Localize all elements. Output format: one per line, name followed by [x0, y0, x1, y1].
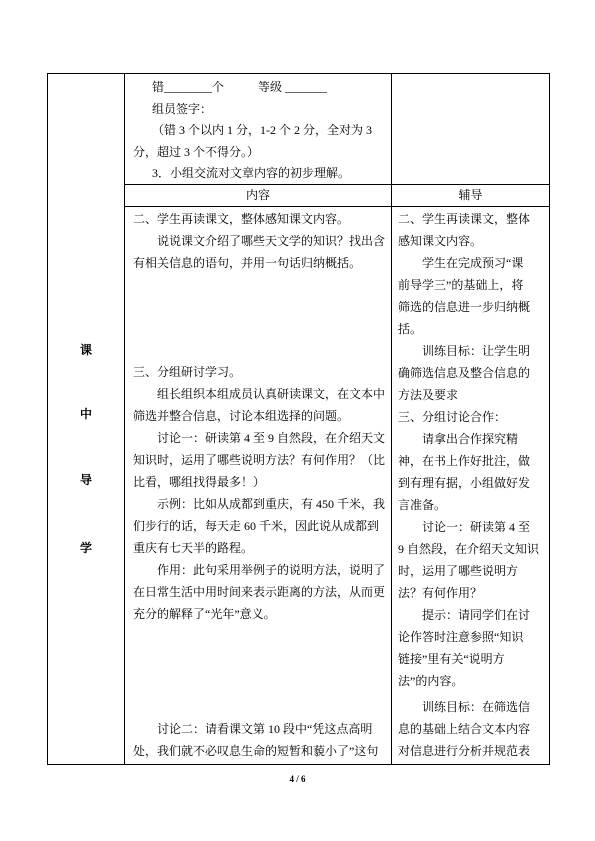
- guide-section2-note: 括。: [398, 322, 423, 336]
- section2-content: [133, 208, 385, 274]
- guidance-header-cell: [391, 184, 549, 206]
- page-number: 4 / 6: [289, 774, 306, 784]
- side-label-char: 学: [79, 541, 92, 555]
- guide-section3-goal: 训练目标：在筛选信: [422, 700, 531, 714]
- discussion2-line: 讨论二：请看课文第 10 段中“凭这点高明: [157, 722, 373, 736]
- guide-hint: 链接”里有关“说明方: [398, 652, 505, 666]
- guide-section2-goal: 训练目标：让学生明: [422, 344, 531, 358]
- example-line: 示例：比如从成都到重庆，有 450 千米，我: [157, 497, 386, 511]
- wrong-count-blank: 错________个: [152, 80, 225, 94]
- guidance-header: 辅导: [458, 188, 483, 202]
- step-three: 3．小组交流对文章内容的初步理解。: [152, 166, 351, 180]
- guide-section3-goal: 对信息进行分析并规范表: [398, 744, 531, 758]
- side-label-char: 中: [79, 407, 92, 421]
- guidance-cell: [391, 206, 549, 764]
- signature-label: 组员签字：: [152, 101, 213, 116]
- section3-heading: 三、分组研讨学习。: [133, 365, 242, 379]
- discussion1-line: 比看，哪组找得最多！）: [133, 475, 266, 489]
- content-header-cell: [124, 184, 391, 206]
- side-label-char: 导: [79, 473, 92, 487]
- guide-section3-goal: 息的基础上结合文本内容: [398, 722, 531, 736]
- guide-section2-goal: 方法及要求: [398, 388, 459, 402]
- guidance-goal2: [398, 696, 530, 762]
- guide-section2-note: 前导学三”的基础上，将: [398, 278, 524, 292]
- section3-content: [133, 361, 385, 625]
- discussion1-line: 知识时，运用了哪些说明方法？有何作用？（比: [133, 453, 386, 467]
- scoring-rule-line: 分，超过 3 个不得分。）: [133, 144, 260, 159]
- lesson-plan-table: [47, 73, 550, 765]
- scoring-guide-cell: [391, 73, 549, 184]
- guide-section3-note: 神，在书上作好批注，做: [398, 454, 531, 468]
- content-header: 内容: [245, 188, 270, 202]
- guide-discussion1: 9 自然段，在介绍天文知识: [398, 542, 540, 556]
- guide-hint: 提示：请同学们在讨: [422, 608, 531, 622]
- guide-section2-goal: 确筛选信息及整合信息的: [398, 366, 531, 380]
- section2-task-line: 有相关信息的语句，并用一句话归纳概括。: [133, 256, 362, 270]
- guide-section3-heading: 三、分组讨论合作：: [398, 410, 507, 424]
- guide-hint: 法”的内容。: [398, 674, 464, 688]
- guide-section3-note: 到有理有据，小组做好发: [398, 476, 531, 490]
- effect-line: 在日常生活中用时间来表示距离的方法，从而更: [133, 585, 386, 599]
- section2-heading: 二、学生再读课文，整体感知课文内容。: [133, 212, 350, 226]
- effect-line: 充分的解释了“光年”意义。: [133, 607, 276, 621]
- example-line: 们步行的话，每天走 60 千米，因此说从成都到: [133, 519, 380, 533]
- guide-section2-note: 筛选的信息进一步归纳概: [398, 300, 531, 314]
- guide-section3-note: 言准备。: [398, 498, 447, 512]
- scoring-text: [133, 77, 372, 185]
- section3-intro-line: 组长组织本组成员认真研读课文，在文本中: [157, 387, 386, 401]
- guide-section3-note: 请拿出合作探究精: [422, 432, 519, 446]
- side-label-char: 课: [79, 343, 92, 357]
- guide-discussion1: 时，运用了哪些说明方: [398, 564, 519, 578]
- discussion1-line: 讨论一：研读第 4 至 9 自然段，在介绍天文: [157, 431, 386, 445]
- grade-blank: 等级 _______: [258, 80, 328, 94]
- score-line: [133, 77, 372, 99]
- guide-hint: 论作答时注意参照“知识: [398, 630, 524, 644]
- guidance-text: [398, 208, 539, 692]
- guide-section2-heading: 二、学生再读课文，整体: [398, 212, 531, 226]
- guide-section2-note: 学生在完成预习“课: [422, 256, 524, 270]
- scoring-cell: [124, 73, 391, 184]
- guide-discussion1: 讨论一：研读第 4 至: [422, 520, 531, 534]
- content-cell: [124, 206, 391, 764]
- scoring-rule-line: （错 3 个以内 1 分，1-2 个 2 分，全对为 3: [152, 123, 372, 137]
- discussion2-content: [133, 718, 378, 762]
- section3-intro-line: 筛选并整合信息，讨论本组选择的问题。: [133, 409, 350, 423]
- side-label-cell: [47, 73, 124, 764]
- section2-task-line: 说说课文介绍了哪些天文学的知识？找出含: [157, 234, 386, 248]
- effect-line: 作用：此句采用举例子的说明方法，说明了: [157, 563, 386, 577]
- guide-discussion1: 法？有何作用？: [398, 586, 483, 600]
- discussion2-line: 处，我们就不必叹息生命的短暂和藐小了”这句: [133, 744, 379, 758]
- guide-section2-heading: 感知课文内容。: [398, 234, 483, 248]
- example-line: 重庆有七天半的路程。: [133, 541, 254, 555]
